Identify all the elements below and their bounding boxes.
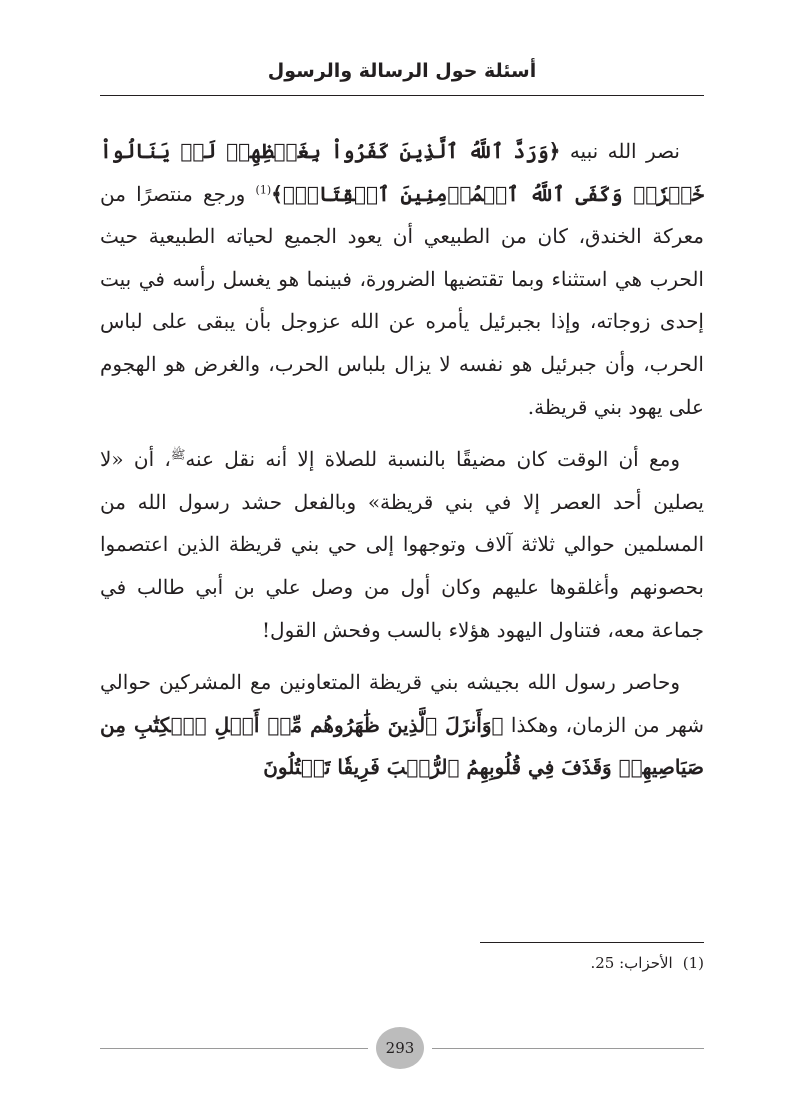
quran-verse: ﴿وَرَدَّ ٱللَّهُ ٱلَّذِينَ كَفَرُواْ بِغَيۡظِهِمۡ لَمۡ يَنَالُواْ خَيۡرٗاۚ وَكَفَى ٱللَّهُ ٱلۡمُؤۡمِنِينَ ٱلۡقِتَالَۚ﴾ (100, 139, 704, 206)
text-segment: ورجع منتصرًا من معركة الخندق، كان من الطبيعي أن يعود الجميع لحياته الطبيعية حيث الحرب هي استثناء وبما تقتضيها الضرورة، فبينما هو يغسل رأسه في بيت إحدى زوجاته، وإذا بجبرئيل يأمره عن الله عزوجل بأن يبقى على لباس الحرب، وأن جبرئيل هو نفسه لا يزال بلباس الحرب، والغرض هو الهجوم على يهود بني قريظة. (100, 181, 704, 419)
paragraph (100, 130, 704, 428)
page-number: 293 (376, 1027, 424, 1069)
quran-verse: ﴿وَأَنزَلَ ٱلَّذِينَ ظَٰهَرُوهُم مِّنۡ أَهۡلِ ٱلۡكِتَٰبِ مِن صَيَاصِيهِمۡ وَقَذَفَ فِي قُلُوبِهِمُ ٱلرُّعۡبَ فَرِيقٗا تَقۡتُلُونَ (100, 712, 704, 780)
footnote-number: (1) (682, 954, 704, 972)
honorific-glyph: ﷺ (170, 447, 186, 462)
paragraph (100, 438, 704, 651)
footnote-text: الأحزاب: 25. (590, 954, 673, 972)
footnote-reference[interactable]: (1) (255, 182, 272, 196)
body-text (100, 130, 704, 789)
footnote-rule (480, 942, 704, 943)
header-rule (100, 95, 704, 96)
folio-line-left (100, 1048, 368, 1049)
text-segment: وحاصر رسول الله بجيشه بني قريظة المتعاونين مع المشركين حوالي شهر من الزمان، وهكذا (100, 670, 704, 737)
running-header: أسئلة حول الرسالة والرسول (267, 60, 537, 82)
text-segment: ومع أن الوقت كان مضيقًا بالنسبة للصلاة إلا أنه نقل عنه (185, 447, 680, 472)
paragraph (100, 661, 704, 789)
folio-line-right (432, 1048, 704, 1049)
text-segment: ، أن «لا يصلين أحد العصر إلا في بني قريظة» وبالفعل حشد رسول الله من المسلمين حوالي ثلاثة آلاف وتوجهوا إلى حي بني قريظة الذين اعتصموا بحصونهم وأغلقوها عليهم وكان أول من وصل علي بن أبي طالب في جماعة معه، فتناول اليهود هؤلاء بالسب وفحش القول! (100, 447, 704, 642)
text-segment: نصر الله نبيه (560, 139, 680, 163)
footnote (480, 952, 704, 974)
